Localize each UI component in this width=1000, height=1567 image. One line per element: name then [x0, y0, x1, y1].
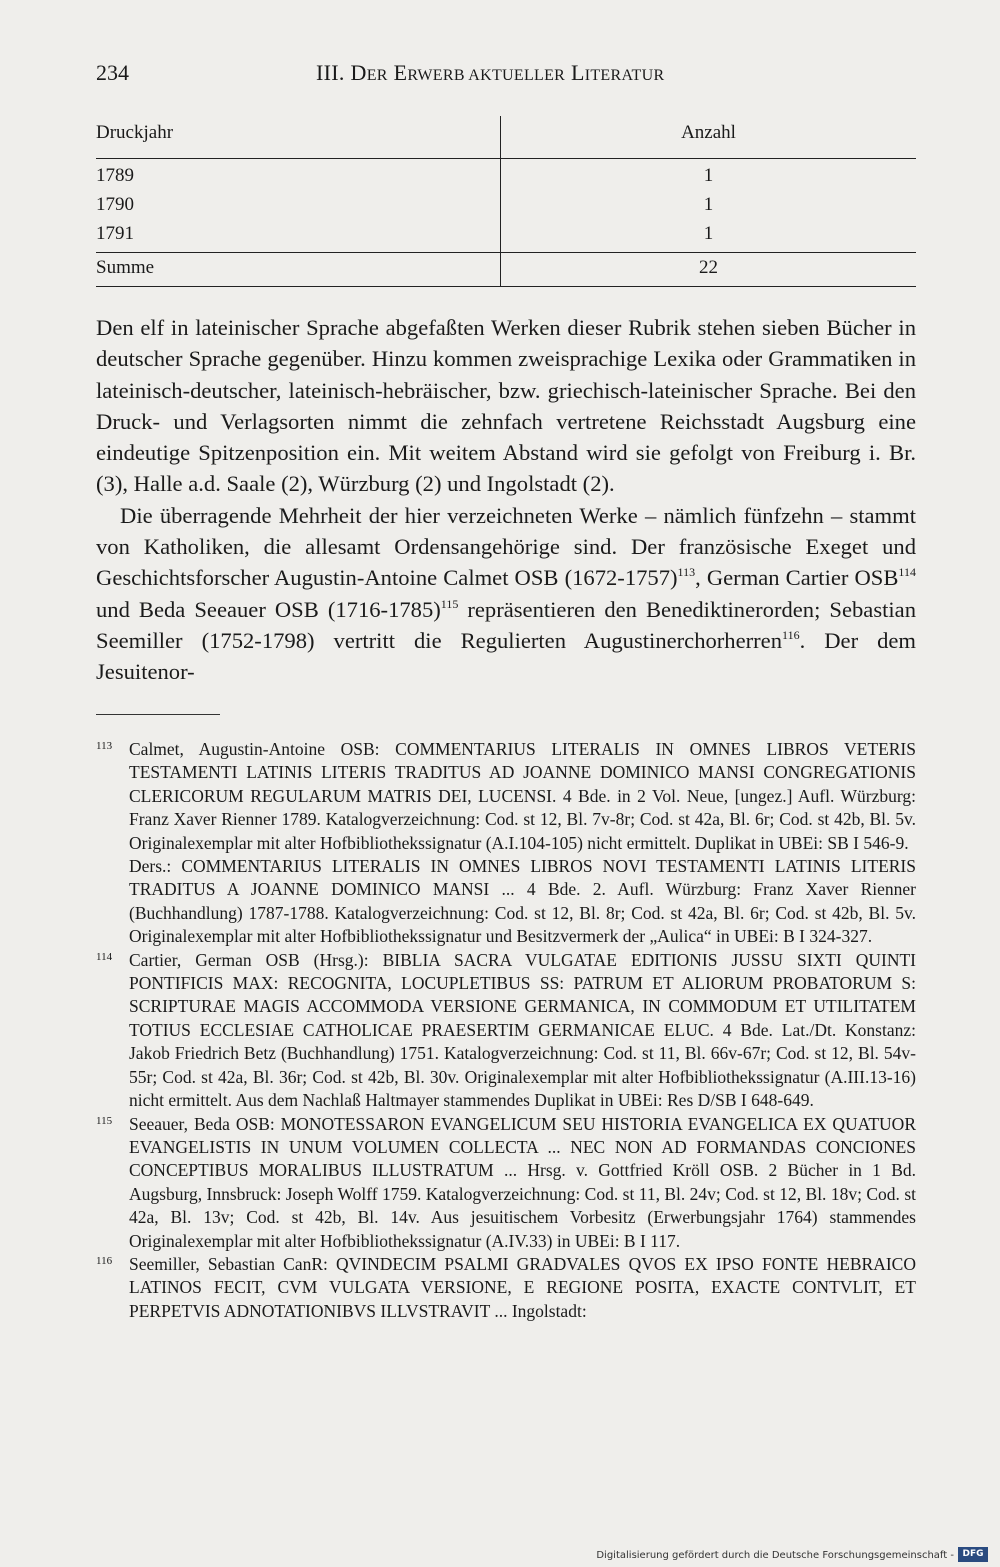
paragraph-1: Den elf in lateinischer Sprache abgefaßten Werken dieser Rubrik stehen sieben Bücher in deutscher Sprache gegenüber. Hinzu kommen zweisprachige Lexika oder Grammatiken in lateinisch-deutscher, lateinisch-hebräischer, bzw. griechisch-lateinischer Sprache. Bei den Druck- und Verlagsorten nimmt die zehnfach vertretene Reichsstadt Augsburg eine eindeutige Spitzenposition ein. Mit weitem Abstand wird sie gefolgt von Freiburg i. Br. (3), Halle a.d. Saale (2), Würzburg (2) und Ingolstadt (2). [96, 315, 916, 497]
footnote-separator [96, 714, 220, 715]
paragraph-2-text-e: . Der dem Jesuitenor- [96, 627, 916, 685]
footnote-number: 115 [96, 1114, 113, 1127]
paragraph-2-text-a: Die überragende Mehrheit der hier verzeichneten Werke – nämlich fünfzehn – stammt von Katholiken, die allesamt Ordensangehörige sind. Der französische Exeget und Geschichtsforscher Augustin-Antoine Calmet OSB (1672-1757) [96, 502, 916, 591]
count-cell: 1 [703, 223, 714, 244]
footnote-ref-116: 116 [782, 627, 800, 642]
footnote-number: 116 [96, 1254, 113, 1267]
footnotes [96, 738, 916, 1323]
footnote-115 [96, 1113, 916, 1253]
running-title [316, 60, 664, 86]
col-header-druckjahr: Druckjahr [96, 116, 501, 159]
main-text [96, 312, 916, 688]
running-header [96, 60, 916, 90]
footnote-text: Seeauer, Beda OSB: MONOTESSARON EVANGELICUM SEU HISTORIA EVANGELICA EX QUATUOR EVANGELISTIS IN UNUM VOLUMEN COLLECTA ... NEC NON AD FORMANDAS CONCIONES CONCEPTIBUS MORALIBUS ILLUSTRATUM ... Hrsg. v. Gottfried Kröll OSB. 2 Bücher in 1 Bd. Augsburg, Innsbruck: Joseph Wolff 1759. Katalogverzeichnung: Cod. st 11, Bl. 24v; Cod. st 12, Bl. 18v; Cod. st 42a, Bl. 13v; Cod. st 42b, Bl. 14v. Aus jesuitischem Vorbesitz (Erwerbungsjahr 1764) stammendes Originalexemplar mit alter Hofbibliothekssignatur (A.IV.33) in UBEi: B I 117. [129, 1113, 916, 1251]
dfg-logo: DFG [958, 1547, 988, 1562]
col-header-anzahl: Anzahl [501, 116, 917, 159]
footnote-number: 113 [96, 740, 113, 752]
year-cell: 1789 [96, 159, 501, 191]
year-cell: 1790 [96, 190, 501, 219]
footnote-114 [96, 949, 916, 1113]
footnote-ref-113: 113 [677, 565, 696, 580]
paragraph-2-text-c: und Beda Seeauer OSB (1716-1785) [96, 596, 441, 622]
digitization-credit: Digitalisierung gefördert durch die Deutsche Forschungsgemeinschaft - [596, 1550, 954, 1561]
page-number: 234 [96, 60, 129, 85]
running-title-cap-3: L [570, 60, 585, 85]
running-title-cap-1: D [350, 60, 367, 85]
footnote-ref-115: 115 [440, 596, 459, 611]
table-row [96, 159, 916, 191]
footnote-116 [96, 1253, 916, 1323]
footnote-113 [96, 738, 916, 949]
paragraph-2-text-d: repräsentieren den Benediktinerorden; Sebastian Seemiller (1752-1798) vertritt die Regulierten Augustinerchorherren [96, 596, 916, 653]
running-title-rest-1: ER [366, 67, 388, 84]
running-title-rest-3: ITERATUR [584, 67, 665, 84]
year-cell: 1791 [96, 219, 501, 253]
running-title-cap-2: E [393, 60, 408, 85]
count-cell: 1 [703, 165, 714, 186]
footnote-text: Seemiller, Sebastian CanR: QVINDECIM PSALMI GRADVALES QVOS EX IPSO FONTE HEBRAICO LATINOS FECIT, CVM VULGATA VERSIONE, E REGIONE POSITA, EXACTE CONTVLIT, ET PERPETVIS ADNOTATIONIBVS ILLVSTRAVIT ... Ingolstadt: [129, 1253, 916, 1321]
paragraph-2 [96, 500, 916, 688]
table-header-row [96, 116, 916, 159]
sum-label: Summe [96, 253, 501, 287]
footnote-text: Calmet, Augustin-Antoine OSB: COMMENTARIUS LITERALIS IN OMNES LIBROS VETERIS TESTAMENTI LATINIS LITERIS TRADITUS AD JOANNE DOMINICO MANSI CONGREGATIONIS CLERICORUM REGULARUM MATRIS DEI, LUCENSI. 4 Bde. in 2 Vol. Neue, [ungez.] Aufl. Würzburg: Franz Xaver Rienner 1789. Katalogverzeichnung: Cod. st 12, Bl. 7v-8r; Cod. st 42a, Bl. 6r; Cod. st 42b, Bl. 5v. Originalexemplar mit alter Hofbibliothekssignatur (A.I.104-105) nicht ermittelt. Duplikat in UBEi: SB I 546-9. [129, 739, 916, 853]
print-year-table [96, 116, 916, 287]
table-row [96, 219, 916, 253]
table-row [96, 190, 916, 219]
table-sum-row [96, 253, 916, 287]
running-title-rest-2: RWERB AKTUELLER [407, 67, 566, 84]
footnote-text: Cartier, German OSB (Hrsg.): BIBLIA SACRA VULGATAE EDITIONIS JUSSU SIXTI QUINTI PONTIFICIS MAX: RECOGNITA, LOCUPLETIBUS SS: PATRUM ET ALIORUM PROBATORUM S: SCRIPTURAE MAGIS ACCOMMODA VERSIONE GERMANICA, IN COMMODUM ET UTILITATEM TOTIUS ECCLESIAE CATHOLICAE PRAESERTIM GERMANICAE ELUC. 4 Bde. Lat./Dt. Konstanz: Jakob Friedrich Betz (Buchhandlung) 1751. Katalogverzeichnung: Cod. st 11, Bl. 66v-67r; Cod. st 12, Bl. 54v-55r; Cod. st 42a, Bl. 36r; Cod. st 42b, Bl. 30v. Originalexemplar mit alter Hofbibliothekssignatur (A.III.13-16) nicht ermittelt. Aus dem Nachlaß Haltmayer stammendes Duplikat in UBEi: Res D/SB I 648-649. [129, 949, 916, 1111]
sum-value: 22 [501, 253, 917, 287]
footnote-number: 114 [96, 950, 113, 963]
footnote-ref-114: 114 [898, 565, 916, 580]
count-cell: 1 [703, 194, 714, 215]
paragraph-2-text-b: , German Cartier OSB [695, 565, 899, 591]
footnote-text: Ders.: COMMENTARIUS LITERALIS IN OMNES LIBROS NOVI TESTAMENTI LATINIS LITERIS TRADITUS A JOANNE DOMINICO MANSI ... 4 Bde. 2. Aufl. Würzburg: Franz Xaver Rienner (Buchhandlung) 1787-1788. Katalogverzeichnung: Cod. st 12, Bl. 8r; Cod. st 42a, Bl. 6r; Cod. st 42b, Bl. 5v. Originalexemplar mit alter Hofbibliothekssignatur und Besitzvermerk der „Aulica“ in UBEi: B I 324-327. [129, 856, 916, 947]
running-title-roman: III. [316, 60, 345, 85]
